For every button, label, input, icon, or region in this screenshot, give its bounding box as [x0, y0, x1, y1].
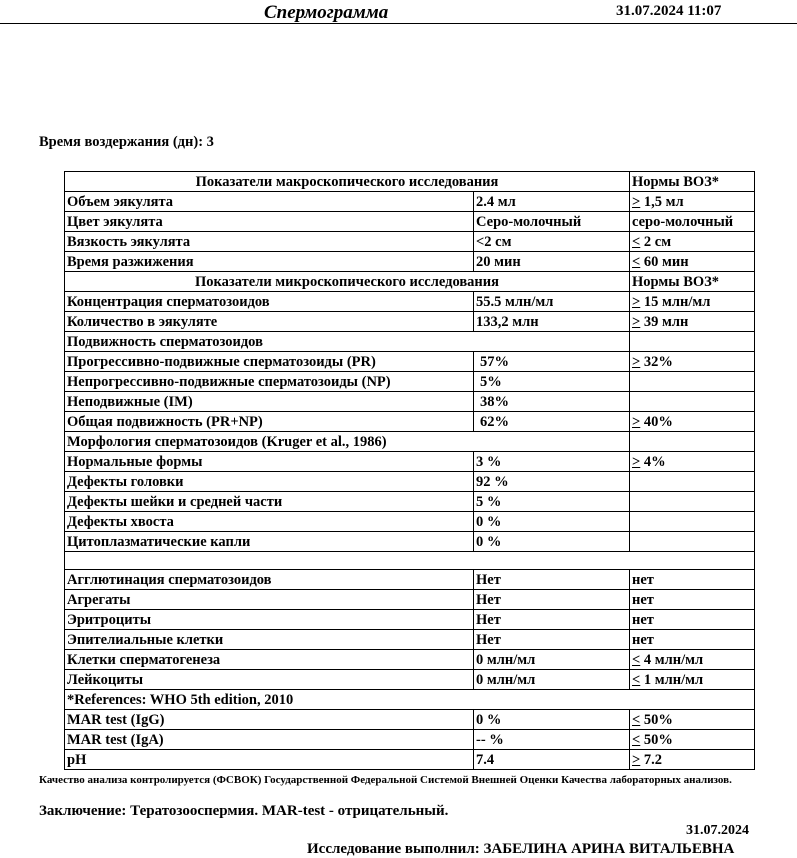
- table-row: [65, 312, 755, 332]
- norm-sign: >: [632, 752, 641, 768]
- norm-sign: >: [632, 354, 641, 370]
- table-row: [65, 292, 755, 312]
- norm-text: 15 млн/мл: [640, 294, 711, 310]
- norm-value: [630, 192, 755, 212]
- table-row: [65, 650, 755, 670]
- norm-value: [630, 212, 755, 232]
- norm-sign: <: [632, 254, 641, 270]
- table-row: [65, 670, 755, 690]
- norm-value: [630, 750, 755, 770]
- norm-value: [630, 372, 755, 392]
- result-value: 0 %: [474, 710, 630, 730]
- norm-text: 39 млн: [640, 314, 689, 330]
- result-value: Нет: [474, 610, 630, 630]
- norm-value: [630, 532, 755, 552]
- parameter-label: Агглютинация сперматозоидов: [65, 570, 474, 590]
- table-row: [65, 630, 755, 650]
- norm-sign: >: [632, 314, 641, 330]
- parameter-label: Клетки сперматогенеза: [65, 650, 474, 670]
- table-row: [65, 472, 755, 492]
- result-value: -- %: [474, 730, 630, 750]
- performed-by: Исследование выполнил: ЗАБЕЛИНА АРИНА ВИТАЛЬЕВНА: [307, 841, 735, 857]
- norms-header: Нормы ВОЗ*: [630, 172, 755, 192]
- parameter-label: Цвет эякулята: [65, 212, 474, 232]
- table-row: [65, 252, 755, 272]
- section-title: Показатели микроскопического исследования: [65, 272, 630, 292]
- norm-value: [630, 630, 755, 650]
- references-row: [65, 690, 755, 710]
- norm-text: 7.2: [640, 752, 663, 768]
- section-title: Показатели макроскопического исследования: [65, 172, 630, 192]
- table-row: [65, 730, 755, 750]
- norm-value: [630, 610, 755, 630]
- norm-value: [630, 312, 755, 332]
- parameter-label: Неподвижные (IM): [65, 392, 474, 412]
- result-value: 62%: [474, 412, 630, 432]
- norm-text: 50%: [640, 712, 673, 728]
- result-value: 7.4: [474, 750, 630, 770]
- table-row: [65, 610, 755, 630]
- table-row: [65, 232, 755, 252]
- results-table-body: [65, 172, 755, 770]
- table-row: [65, 590, 755, 610]
- result-value: Нет: [474, 590, 630, 610]
- motility-header-row: [65, 332, 755, 352]
- result-value: 92 %: [474, 472, 630, 492]
- norm-sign: >: [632, 454, 641, 470]
- table-row: [65, 570, 755, 590]
- result-value: 38%: [474, 392, 630, 412]
- norm-text: 60 мин: [640, 254, 689, 270]
- result-value: 0 %: [474, 532, 630, 552]
- norm-sign: >: [632, 194, 641, 210]
- parameter-label: Эпителиальные клетки: [65, 630, 474, 650]
- norm-text: 32%: [640, 354, 673, 370]
- norm-text: нет: [632, 612, 654, 628]
- result-value: 5%: [474, 372, 630, 392]
- spacer-cell: [65, 552, 755, 570]
- abstinence-period: Время воздержания (дн): 3: [39, 134, 214, 150]
- full-width-cell: *References: WHO 5th edition, 2010: [65, 690, 755, 710]
- parameter-label: Дефекты хвоста: [65, 512, 474, 532]
- norm-text: нет: [632, 632, 654, 648]
- norm-cell: [630, 332, 755, 352]
- norm-value: [630, 352, 755, 372]
- norm-value: [630, 452, 755, 472]
- norm-text: 4 млн/мл: [640, 652, 704, 668]
- result-value: Серо-молочный: [474, 212, 630, 232]
- table-row: [65, 710, 755, 730]
- norm-value: [630, 670, 755, 690]
- result-value: 133,2 млн: [474, 312, 630, 332]
- result-value: Нет: [474, 570, 630, 590]
- norm-value: [630, 392, 755, 412]
- micro-header-row: [65, 272, 755, 292]
- result-value: 5 %: [474, 492, 630, 512]
- norm-value: [630, 710, 755, 730]
- norm-value: [630, 570, 755, 590]
- norm-value: [630, 590, 755, 610]
- parameter-label: Дефекты головки: [65, 472, 474, 492]
- norm-text: 1,5 мл: [640, 194, 684, 210]
- table-row: [65, 392, 755, 412]
- norms-header: Нормы ВОЗ*: [630, 272, 755, 292]
- parameter-label: Общая подвижность (PR+NP): [65, 412, 474, 432]
- signature-date: 31.07.2024: [686, 823, 749, 838]
- parameter-label: Дефекты шейки и средней части: [65, 492, 474, 512]
- norm-text: 1 млн/мл: [640, 672, 704, 688]
- table-row: [65, 532, 755, 552]
- section-title: Морфология сперматозоидов (Kruger et al., 1986): [65, 432, 630, 452]
- parameter-label: Время разжижения: [65, 252, 474, 272]
- section-title: Подвижность сперматозоидов: [65, 332, 630, 352]
- norm-sign: >: [632, 414, 641, 430]
- table-row: [65, 750, 755, 770]
- norm-value: [630, 232, 755, 252]
- parameter-label: Агрегаты: [65, 590, 474, 610]
- result-value: 2.4 мл: [474, 192, 630, 212]
- norm-sign: <: [632, 712, 641, 728]
- norm-text: нет: [632, 592, 654, 608]
- result-value: <2 см: [474, 232, 630, 252]
- norm-sign: >: [632, 294, 641, 310]
- norm-value: [630, 492, 755, 512]
- document-datetime: 31.07.2024 11:07: [616, 3, 722, 19]
- norm-text: 50%: [640, 732, 673, 748]
- table-row: [65, 512, 755, 532]
- norm-cell: [630, 432, 755, 452]
- spacer-row: [65, 552, 755, 570]
- morphology-header-row: [65, 432, 755, 452]
- parameter-label: Концентрация сперматозоидов: [65, 292, 474, 312]
- table-row: [65, 372, 755, 392]
- norm-text: 2 см: [640, 234, 672, 250]
- norm-value: [630, 252, 755, 272]
- parameter-label: Нормальные формы: [65, 452, 474, 472]
- title-divider: [0, 23, 797, 24]
- norm-sign: <: [632, 234, 641, 250]
- parameter-label: Цитоплазматические капли: [65, 532, 474, 552]
- norm-value: [630, 730, 755, 750]
- macro-header-row: [65, 172, 755, 192]
- parameter-label: Эритроциты: [65, 610, 474, 630]
- table-row: [65, 352, 755, 372]
- norm-sign: <: [632, 732, 641, 748]
- table-row: [65, 492, 755, 512]
- norm-sign: <: [632, 672, 641, 688]
- norm-text: нет: [632, 572, 654, 588]
- norm-text: серо-молочный: [632, 214, 734, 230]
- table-row: [65, 192, 755, 212]
- norm-value: [630, 292, 755, 312]
- parameter-label: Вязкость эякулята: [65, 232, 474, 252]
- quality-control-note: Качество анализа контролируется (ФСВОК) Государственной Федеральной Системой Внешней Оценки Качества лабораторных анализов.: [39, 774, 732, 786]
- document-title: Спермограмма: [264, 2, 389, 23]
- norm-value: [630, 412, 755, 432]
- results-table: [64, 171, 755, 770]
- result-value: 57%: [474, 352, 630, 372]
- parameter-label: Лейкоциты: [65, 670, 474, 690]
- result-value: 0 %: [474, 512, 630, 532]
- parameter-label: MAR test (IgG): [65, 710, 474, 730]
- table-row: [65, 212, 755, 232]
- norm-text: 4%: [640, 454, 666, 470]
- norm-value: [630, 512, 755, 532]
- parameter-label: Прогрессивно-подвижные сперматозоиды (PR): [65, 352, 474, 372]
- norm-value: [630, 650, 755, 670]
- parameter-label: pH: [65, 750, 474, 770]
- parameter-label: Объем эякулята: [65, 192, 474, 212]
- result-value: 3 %: [474, 452, 630, 472]
- result-value: 20 мин: [474, 252, 630, 272]
- parameter-label: Непрогрессивно-подвижные сперматозоиды (NP): [65, 372, 474, 392]
- table-row: [65, 452, 755, 472]
- conclusion: Заключение: Тератозооспермия. MAR-test - отрицательный.: [39, 803, 449, 819]
- parameter-label: MAR test (IgA): [65, 730, 474, 750]
- norm-value: [630, 472, 755, 492]
- result-value: 55.5 млн/мл: [474, 292, 630, 312]
- norm-text: 40%: [640, 414, 673, 430]
- result-value: 0 млн/мл: [474, 650, 630, 670]
- parameter-label: Количество в эякуляте: [65, 312, 474, 332]
- norm-sign: <: [632, 652, 641, 668]
- table-row: [65, 412, 755, 432]
- result-value: Нет: [474, 630, 630, 650]
- result-value: 0 млн/мл: [474, 670, 630, 690]
